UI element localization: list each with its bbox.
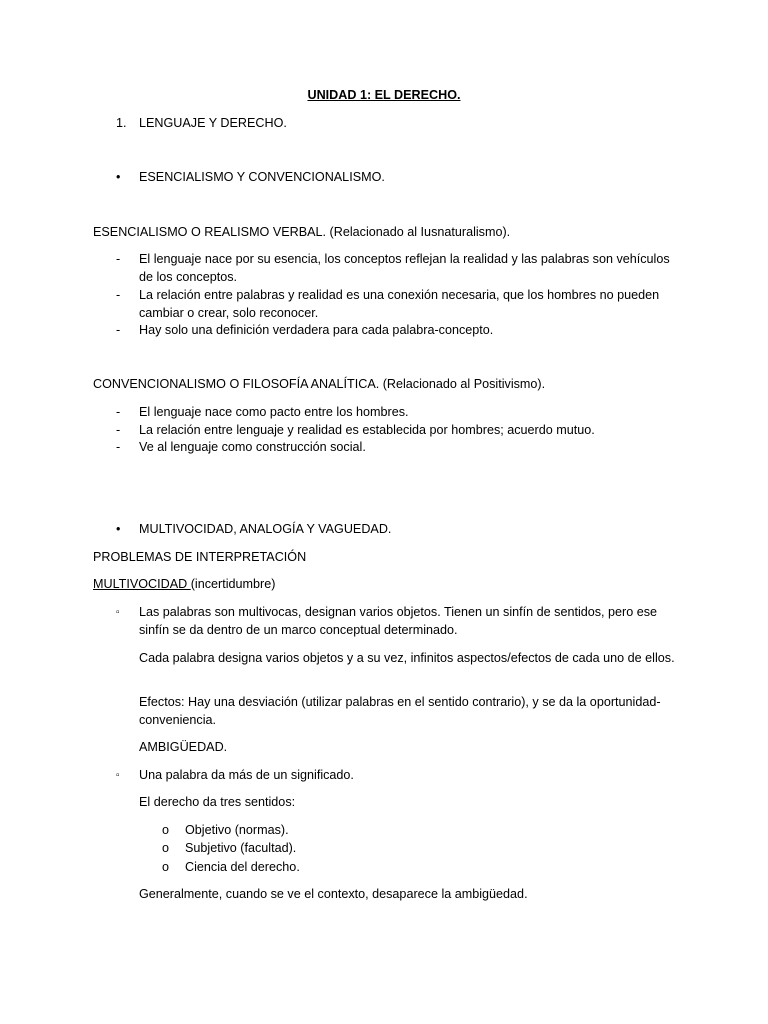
list-item: La relación entre lenguaje y realidad es establecida por hombres; acuerdo mutuo. — [139, 423, 595, 437]
bullet-item-text: MULTIVOCIDAD, ANALOGÍA Y VAGUEDAD. — [139, 522, 392, 536]
dash-marker: - — [116, 323, 121, 337]
ambiguedad-heading: AMBIGÜEDAD. — [139, 740, 228, 754]
list-item: Hay solo una definición verdadera para cada palabra-concepto. — [139, 323, 494, 337]
circle-bullet-marker: o — [162, 860, 170, 874]
paragraph: El derecho da tres sentidos: — [139, 795, 296, 809]
list-item: El lenguaje nace por su esencia, los conceptos reflejan la realidad y las palabras son vehículos de los conceptos. — [139, 252, 670, 284]
circle-bullet-marker: o — [162, 823, 170, 837]
list-number: 1. — [116, 116, 127, 130]
square-bullet-icon: ▫ — [116, 770, 120, 781]
document-title: UNIDAD 1: EL DERECHO. — [307, 88, 461, 102]
problemas-heading: PROBLEMAS DE INTERPRETACIÓN — [93, 550, 307, 564]
paragraph: Cada palabra designa varios objetos y a su vez, infinitos aspectos/efectos de cada uno de ellos. — [139, 651, 675, 665]
multivocidad-note: (incertidumbre) — [190, 577, 276, 591]
dash-marker: - — [116, 288, 121, 302]
multivocidad-heading — [93, 576, 275, 594]
list-item: Objetivo (normas). — [185, 823, 289, 837]
bullet-item-text: ESENCIALISMO Y CONVENCIONALISMO. — [139, 170, 385, 184]
list-item: Subjetivo (facultad). — [185, 841, 297, 855]
list-item: Ciencia del derecho. — [185, 860, 300, 874]
dash-marker: - — [116, 405, 121, 419]
dash-marker: - — [116, 440, 121, 454]
list-item: La relación entre palabras y realidad es una conexión necesaria, que los hombres no pueden cambiar o crear, solo reconocer. — [139, 288, 660, 320]
list-item: Las palabras son multivocas, designan varios objetos. Tienen un sinfín de sentidos, pero ese sinfín se da dentro de un marco conceptual determinado. — [139, 605, 658, 637]
square-bullet-icon: ▫ — [116, 607, 120, 618]
bullet-marker: • — [116, 170, 121, 184]
convencionalismo-heading: CONVENCIONALISMO O FILOSOFÍA ANALÍTICA. (Relacionado al Positivismo). — [93, 377, 546, 391]
circle-bullet-marker: o — [162, 841, 170, 855]
dash-marker: - — [116, 423, 121, 437]
dash-marker: - — [116, 252, 121, 266]
numbered-item-text: LENGUAJE Y DERECHO. — [139, 116, 287, 130]
paragraph: Efectos: Hay una desviación (utilizar palabras en el sentido contrario), y se da la oportunidad-conveniencia. — [139, 695, 661, 727]
multivocidad-label: MULTIVOCIDAD — [93, 577, 191, 591]
list-item: Ve al lenguaje como construcción social. — [139, 440, 366, 454]
bullet-marker: • — [116, 522, 121, 536]
list-item: Una palabra da más de un significado. — [139, 768, 354, 782]
paragraph: Generalmente, cuando se ve el contexto, desaparece la ambigüedad. — [139, 887, 528, 901]
esencialismo-heading: ESENCIALISMO O REALISMO VERBAL. (Relacionado al Iusnaturalismo). — [93, 225, 511, 239]
list-item: El lenguaje nace como pacto entre los hombres. — [139, 405, 409, 419]
